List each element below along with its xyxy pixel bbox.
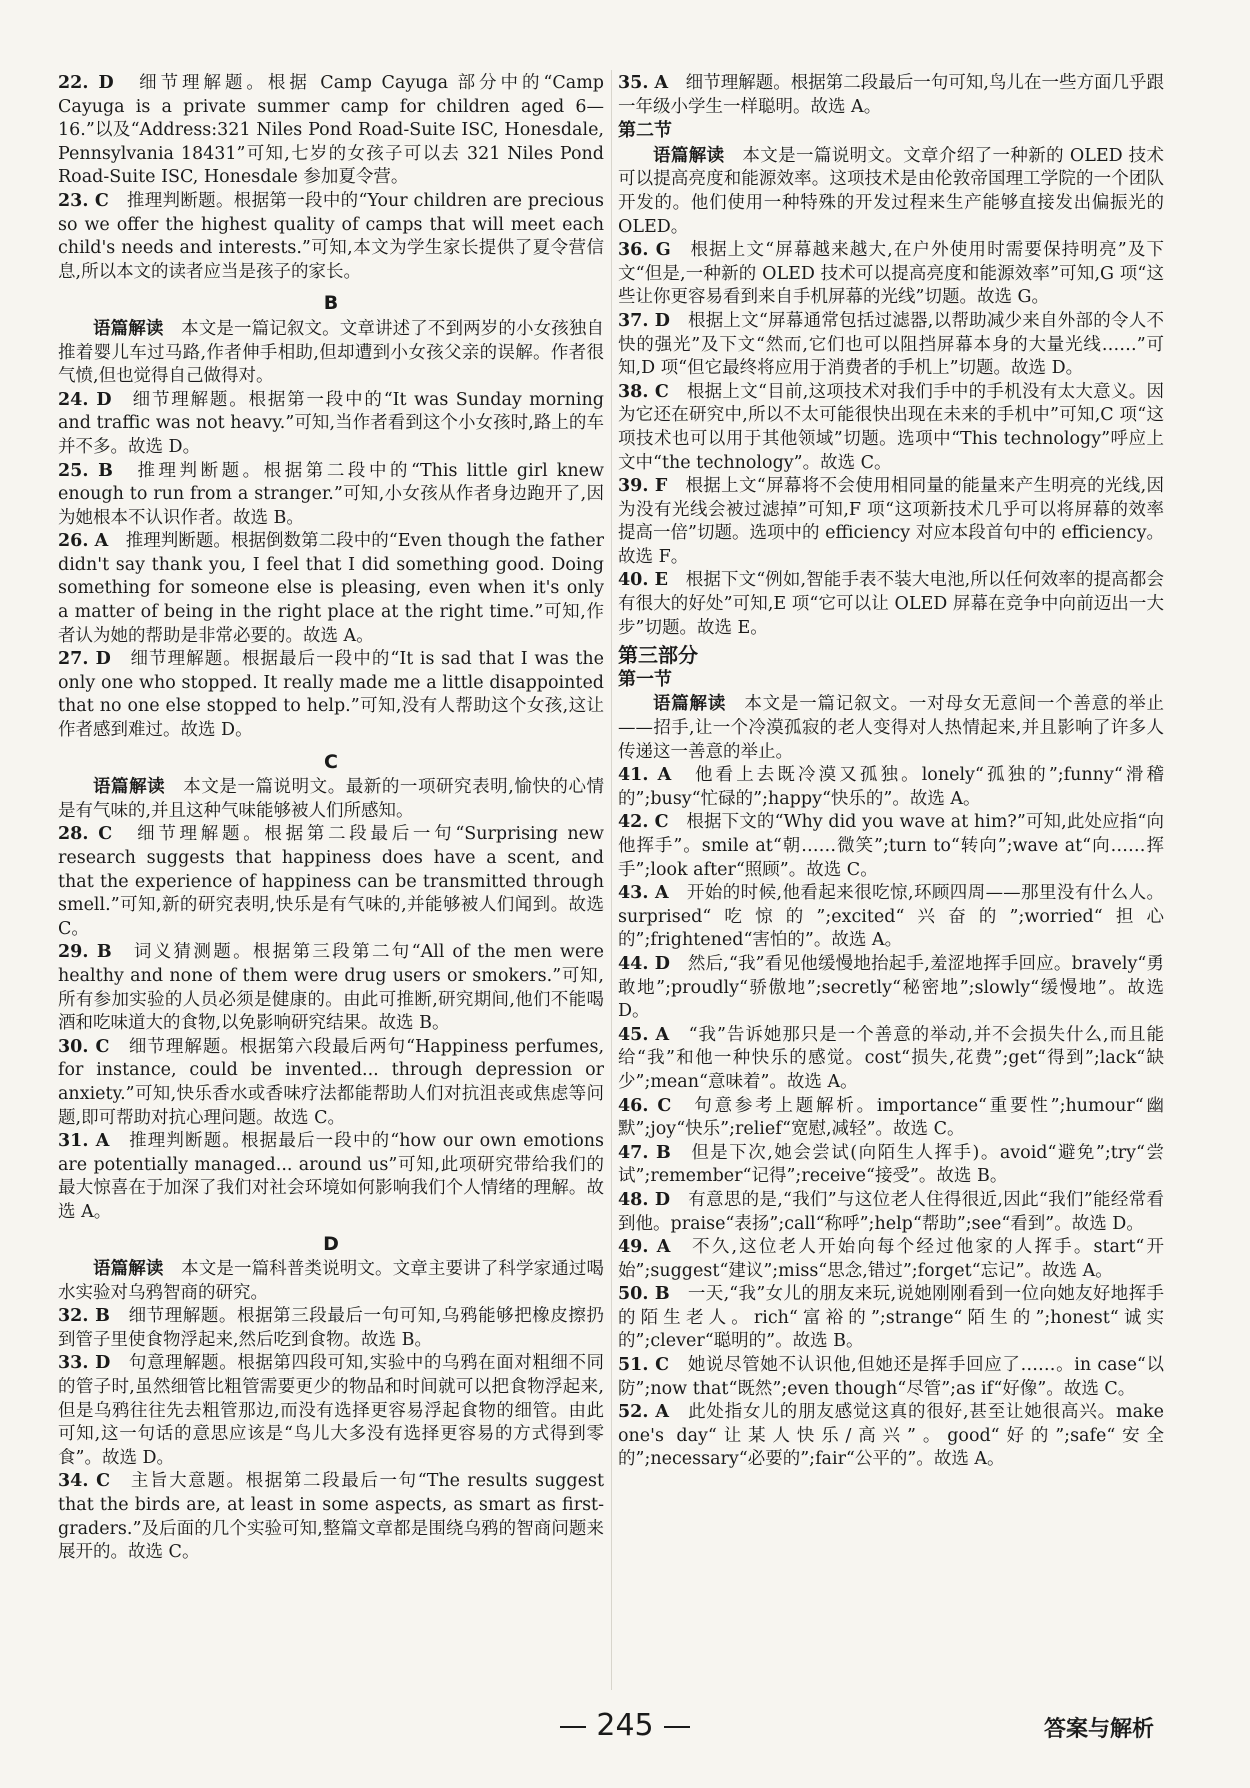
answer-item: [618, 882, 1164, 953]
section-c-heading: C: [324, 750, 338, 773]
answer-number: 47. B: [618, 1142, 671, 1163]
reading-label: 语篇解读: [93, 1259, 164, 1280]
answer-item: [618, 1189, 1164, 1236]
answer-number: 34. C: [58, 1471, 111, 1492]
answer-item: [58, 1130, 604, 1224]
answer-number: 32. B: [58, 1306, 110, 1327]
items-a: [58, 72, 604, 284]
answer-number: 41. A: [618, 765, 672, 786]
section-heading: 第一节: [618, 668, 672, 690]
answer-item: [618, 811, 1164, 882]
part-heading: 第三部分: [618, 643, 698, 668]
answer-number: 51. C: [618, 1355, 670, 1376]
answer-explanation: 然后,“我”看见他缓慢地抬起手,羞涩地挥手回应。bravely“勇敢地”;proudly“骄傲地”;secretly“秘密地”;slowly“缓慢地”。故选 D。: [618, 953, 1164, 1022]
items-3: [618, 764, 1164, 1472]
answer-explanation: 细节理解题。根据第一段中的“It was Sunday morning and traffic was not heavy.”可知,当作者看到这个小女孩时,路上的车并不多。故选 D。: [58, 389, 604, 457]
answer-explanation: 推理判断题。根据最后一段中的“how our own emotions are potentially managed... around us”可知,此项研究带给我们的最大惊喜在于加深了我们对社会环境如何影响我们个人情绪的理解。故选 A。: [58, 1131, 605, 1222]
answer-item: [58, 460, 604, 531]
section-b-heading: B: [323, 292, 339, 315]
answer-explanation: 细节理解题。根据最后一段中的“It is sad that I was the only one who stopped. It really made me a little disappointed that no one else stopped to help.”可知,没有人帮助这个女孩,这让作者感到难过。故选 D。: [58, 649, 605, 741]
answer-number: 44. D: [618, 953, 670, 974]
section-d-heading: D: [323, 1232, 339, 1255]
answer-explanation: 细节理解题。根据第二段最后一句“Surprising new research suggests that happiness does have a scent, and that the experience of happiness can be transmitted through smell.”可知,新的研究表明,快乐是有气味的,并能够被人们闻到。故选 C。: [58, 824, 605, 939]
answer-number: 45. A: [618, 1024, 670, 1045]
answer-number: 39. F: [618, 476, 668, 497]
answer-explanation: 主旨大意题。根据第二段最后一句“The results suggest that the birds are, at least in some aspects, as smart as first-graders.”及后面的几个实验可知,整篇文章都是围绕乌鸦的智商问题来展开的。故选 C。: [58, 1471, 605, 1563]
items-d: [58, 1305, 604, 1565]
answer-item: [618, 569, 1164, 640]
answer-number: 33. D: [58, 1353, 111, 1374]
answer-item: [58, 1036, 604, 1130]
reading-3: [618, 693, 1164, 764]
answer-explanation: 一天,“我”女儿的朋友来玩,说她刚刚看到一位向她友好地挥手的陌生老人。rich“富裕的”;strange“陌生的”;honest“诚实的”;clever“聪明的”。故选 B。: [618, 1284, 1164, 1352]
items-35: [618, 72, 1164, 119]
items-2: [618, 239, 1164, 640]
answer-number: 26. A: [58, 531, 109, 552]
answer-explanation: 细节理解题。根据第二段最后一句可知,鸟儿在一些方面几乎跟一年级小学生一样聪明。故选 A。: [618, 73, 1165, 117]
reading-2: [618, 145, 1164, 239]
answer-number: 52. A: [618, 1402, 669, 1423]
answer-number: 50. B: [618, 1284, 670, 1305]
items-b: [58, 389, 604, 743]
answer-number: 31. A: [58, 1131, 110, 1152]
answer-item: [618, 239, 1164, 310]
page-number-text: 245: [596, 1708, 654, 1743]
answer-number: 23. C: [58, 190, 109, 211]
answer-number: 35. A: [618, 73, 669, 93]
answer-explanation: 推理判断题。根据倒数第二段中的“Even though the father didn't say thank you, I feel that I did something good. Doing something for someone else is pleasing, even when it's only a matter of being in the right place at the right time.”可知,作者认为她的帮助是非常必要的。故选 A。: [58, 531, 604, 646]
answer-item: [618, 1095, 1164, 1142]
footer-label: 答案与解析: [1043, 1717, 1154, 1742]
answer-explanation: 开始的时候,他看起来很吃惊,环顾四周——那里没有什么人。surprised“吃惊的”;excited“兴奋的”;worried“担心的”;frightened“害怕的”。故选 A。: [618, 883, 1165, 951]
answer-explanation: 根据下文“例如,智能手表不装大电池,所以任何效率的提高都会有很大的好处”可知,E 项“它可以让 OLED 屏幕在竞争中向前迈出一大步”切题。故选 E。: [618, 570, 1164, 638]
reading-label: 语篇解读: [93, 318, 164, 339]
answer-item: [58, 389, 604, 460]
answer-item: [618, 1236, 1164, 1283]
answer-explanation: 句意理解题。根据第四段可知,实验中的乌鸦在面对粗细不同的管子时,虽然细管比粗管需要更少的物品和时间就可以把食物浮起来,但是乌鸦往往先去粗管那边,而没有选择更容易浮起食物的细管。由此可知,这一句话的意思应该是“鸟儿大多没有选择更容易的方式得到零食”。故选 D。: [58, 1353, 605, 1468]
answer-item: [58, 1352, 604, 1470]
answer-number: 30. C: [58, 1036, 110, 1057]
answer-number: 48. D: [618, 1189, 671, 1210]
answer-explanation: 细节理解题。根据 Camp Cayuga 部分中的“Camp Cayuga is a private summer camp for children aged 6—16.”以及“Address:321 Niles Pond Road-Suite ISC, Honesdale, Pennsylvania 18431”可知,七岁的女孩子可以去 321 Niles Pond Road-Suite ISC, Honesdale 参加夏令营。: [58, 73, 605, 188]
answer-item: [618, 764, 1164, 811]
answer-explanation: 推理判断题。根据第二段中的“This little girl knew enough to run from a stranger.”可知,小女孩从作者身边跑开了,因为她根本不认识作者。故选 B。: [58, 460, 604, 528]
left-column: [58, 72, 604, 1565]
answer-item: [58, 941, 604, 1035]
answer-explanation: 此处指女儿的朋友感觉这真的很好,甚至让她很高兴。make one's day“让某人快乐/高兴”。good“好的”;safe“安全的”;necessary“必要的”;fair“公平的”。故选 A。: [618, 1402, 1164, 1470]
reading-d: [58, 1258, 604, 1305]
reading-text: 本文是一篇记叙文。一对母女无意间一个善意的举止——招手,让一个冷漠孤寂的老人变得对人热情起来,并且影响了许多人传递这一善意的举止。: [618, 694, 1165, 762]
reading-text: 本文是一篇记叙文。文章讲述了不到两岁的小女孩独自推着婴儿车过马路,作者伸手相助,但却遭到小女孩父亲的误解。作者很气愤,但也觉得自己做得对。: [58, 318, 604, 387]
section-heading: 第二节: [618, 120, 672, 142]
answer-item: [58, 1470, 604, 1564]
answer-number: 22. D: [58, 73, 114, 93]
right-column: [618, 72, 1164, 1472]
answer-explanation: 句意参考上题解析。importance“重要性”;humour“幽默”;joy“快乐”;relief“宽慰,减轻”。故选 C。: [618, 1095, 1165, 1140]
reading-label: 语篇解读: [653, 145, 725, 166]
answer-item: [58, 72, 604, 190]
answer-explanation: 不久,这位老人开始向每个经过他家的人挥手。start“开始”;suggest“建议”;miss“思念,错过”;forget“忘记”。故选 A。: [618, 1237, 1164, 1281]
answer-explanation: 但是下次,她会尝试(向陌生人挥手)。avoid“避免”;try“尝试”;remember“记得”;receive“接受”。故选 B。: [618, 1142, 1164, 1187]
answer-item: [618, 1283, 1164, 1354]
answer-explanation: 根据上文“屏幕将不会使用相同量的能量来产生明亮的光线,因为没有光线会被过滤掉”可知,F 项“这项新技术几乎可以将屏幕的效率提高一倍”切题。选项中的 efficiency 对应本段首句中的 efficiency。故选 F。: [618, 476, 1164, 567]
answer-item: [618, 1024, 1164, 1095]
reading-label: 语篇解读: [653, 694, 727, 715]
answer-explanation: 推理判断题。根据第一段中的“Your children are precious so we offer the highest quality of camps that will meet each child's needs and interests.”可知,本文为学生家长提供了夏令营信息,所以本文的读者应当是孩子的家长。: [58, 190, 604, 282]
answer-item: [618, 1401, 1164, 1472]
answer-explanation: 根据上文“屏幕越来越大,在户外使用时需要保持明亮”及下文“但是,一种新的 OLED 技术可以提高亮度和能源效率”可知,G 项“这些让你更容易看到来自手机屏幕的光线”切题。故选 G。: [618, 240, 1164, 308]
answer-number: 49. A: [618, 1237, 671, 1258]
answer-item: [618, 1354, 1164, 1401]
answer-number: 42. C: [618, 812, 669, 833]
reading-label: 语篇解读: [93, 777, 166, 798]
answer-number: 28. C: [58, 824, 113, 845]
items-c: [58, 823, 604, 1224]
column-divider: [611, 70, 612, 1690]
reading-text: 本文是一篇说明文。文章介绍了一种新的 OLED 技术可以提高亮度和能源效率。这项技术是由伦敦帝国理工学院的一个团队开发的。他们使用一种特殊的开发过程来生产能够直接发出偏振光的 OLED。: [618, 145, 1165, 237]
answer-item: [618, 72, 1164, 119]
answer-number: 43. A: [618, 883, 669, 904]
answer-number: 24. D: [58, 389, 112, 410]
answer-number: 25. B: [58, 460, 113, 481]
answer-item: [618, 310, 1164, 381]
answer-explanation: “我”告诉她那只是一个善意的举动,并不会损失什么,而且能给“我”和他一种快乐的感觉。cost“损失,花费”;get“得到”;lack“缺少”;mean“意味着”。故选 A。: [618, 1024, 1165, 1092]
answer-explanation: 根据上文“目前,这项技术对我们手中的手机没有太大意义。因为它还在研究中,所以不太可能很快出现在未来的手机中”可知,C 项“这项技术也可以用于其他领域”切题。选项中“This technology”呼应上文中“the technology”。故选 C。: [618, 381, 1165, 473]
answer-item: [618, 953, 1164, 1024]
reading-b: [58, 318, 604, 389]
answer-number: 37. D: [618, 310, 670, 331]
answer-number: 40. E: [618, 570, 668, 591]
reading-text: 本文是一篇科普类说明文。文章主要讲了科学家通过喝水实验对乌鸦智商的研究。: [58, 1259, 604, 1303]
answer-explanation: 她说尽管她不认识他,但她还是挥手回应了……。in case“以防”;now that“既然”;even though“尽管”;as if“好像”。故选 C。: [618, 1355, 1165, 1399]
answer-explanation: 有意思的是,“我们”与这位老人住得很近,因此“我们”能经常看到他。praise“表扬”;call“称呼”;help“帮助”;see“看到”。故选 D。: [618, 1189, 1165, 1234]
answer-number: 29. B: [58, 942, 112, 963]
answer-item: [58, 648, 604, 742]
answer-explanation: 细节理解题。根据第三段最后一句可知,乌鸦能够把橡皮擦扔到管子里使食物浮起来,然后吃到食物。故选 B。: [58, 1306, 605, 1350]
answer-item: [618, 475, 1164, 569]
answer-number: 36. G: [618, 240, 671, 261]
answer-item: [618, 381, 1164, 475]
answer-explanation: 他看上去既冷漠又孤独。lonely“孤独的”;funny“滑稽的”;busy“忙碌的”;happy“快乐的”。故选 A。: [618, 765, 1165, 809]
answer-item: [58, 1305, 604, 1352]
answer-explanation: 根据下文的“Why did you wave at him?”可知,此处应指“向他挥手”。smile at“朝……微笑”;turn to“转向”;wave at“向……挥手”;look after“照顾”。故选 C。: [618, 812, 1165, 880]
answer-number: 38. C: [618, 381, 669, 402]
answer-item: [58, 190, 604, 284]
answer-item: [58, 823, 604, 941]
answer-explanation: 词义猜测题。根据第三段第二句“All of the men were healthy and none of them were drug users or smokers.”可知,所有参加实验的人员必须是健康的。由此可推断,研究期间,他们不能喝酒和吃味道大的食物,以免影响研究结果。故选 B。: [58, 942, 604, 1034]
answer-explanation: 根据上文“屏幕通常包括过滤器,以帮助减少来自外部的令人不快的强光”及下文“然而,它们也可以阻挡屏幕本身的大量光线……”可知,D 项“但它最终将应用于消费者的手机上”切题。故选 D。: [618, 310, 1164, 379]
answer-item: [618, 1142, 1164, 1189]
answer-number: 27. D: [58, 649, 111, 670]
answer-number: 46. C: [618, 1095, 672, 1116]
reading-text: 本文是一篇说明文。最新的一项研究表明,愉快的心情是有气味的,并且这种气味能够被人们所感知。: [58, 777, 605, 821]
answer-explanation: 细节理解题。根据第六段最后两句“Happiness perfumes, for instance, could be invented... through depression or anxiety.”可知,快乐香水或香味疗法都能帮助人们对抗沮丧或焦虑等问题,即可帮助对抗心理问题。故选 C。: [58, 1036, 605, 1128]
answer-item: [58, 530, 604, 648]
reading-c: [58, 776, 604, 823]
